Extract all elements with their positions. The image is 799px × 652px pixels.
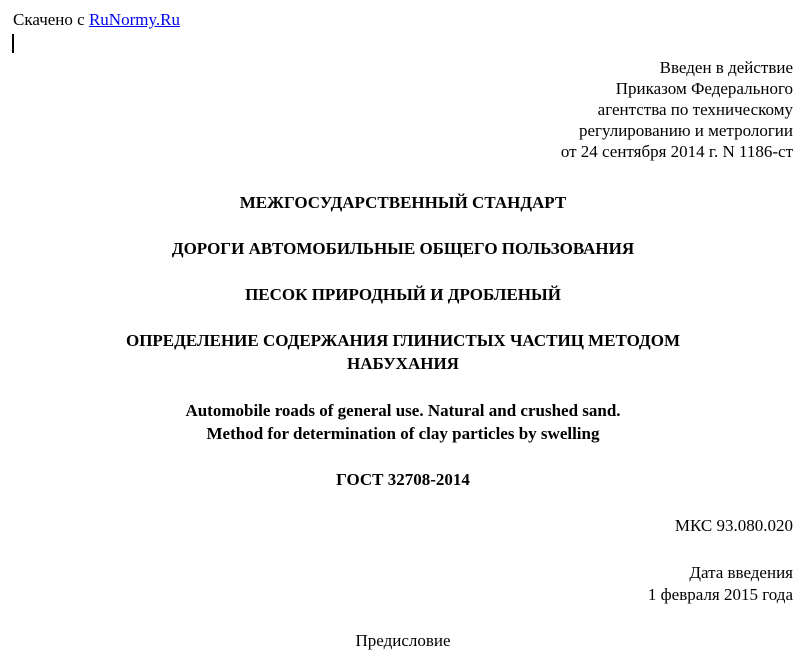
- subject-heading: ПЕСОК ПРИРОДНЫЙ И ДРОБЛЕНЫЙ: [245, 285, 561, 304]
- effective-date-label: Дата введения: [689, 563, 793, 582]
- approval-line: регулированию и метрологии: [578, 121, 793, 140]
- text-cursor: [12, 34, 14, 53]
- approval-line: Приказом Федерального: [615, 79, 793, 98]
- approval-line: Введен в действие: [659, 58, 793, 77]
- source-prefix: Скачено с: [13, 10, 89, 29]
- source-line: [13, 10, 180, 30]
- english-title-line-2: Method for determination of clay particles by swelling: [206, 424, 600, 443]
- method-heading-line-2: НАБУХАНИЯ: [347, 354, 459, 373]
- foreword-heading: Предисловие: [355, 631, 451, 650]
- standard-code: ГОСТ 32708-2014: [336, 470, 470, 489]
- method-heading-line-1: ОПРЕДЕЛЕНИЕ СОДЕРЖАНИЯ ГЛИНИСТЫХ ЧАСТИЦ МЕТОДОМ: [125, 331, 681, 350]
- approval-line: от 24 сентября 2014 г. N 1186-ст: [560, 142, 793, 161]
- source-link[interactable]: RuNormy.Ru: [88, 10, 180, 29]
- mks-code: МКС 93.080.020: [674, 516, 793, 535]
- approval-block: [561, 57, 793, 162]
- english-title-line-1: Automobile roads of general use. Natural and crushed sand.: [185, 401, 621, 420]
- standard-type-heading: МЕЖГОСУДАРСТВЕННЫЙ СТАНДАРТ: [239, 193, 567, 212]
- group-heading: ДОРОГИ АВТОМОБИЛЬНЫЕ ОБЩЕГО ПОЛЬЗОВАНИЯ: [171, 239, 635, 258]
- approval-line: агентства по техническому: [597, 100, 793, 119]
- effective-date: 1 февраля 2015 года: [647, 585, 793, 604]
